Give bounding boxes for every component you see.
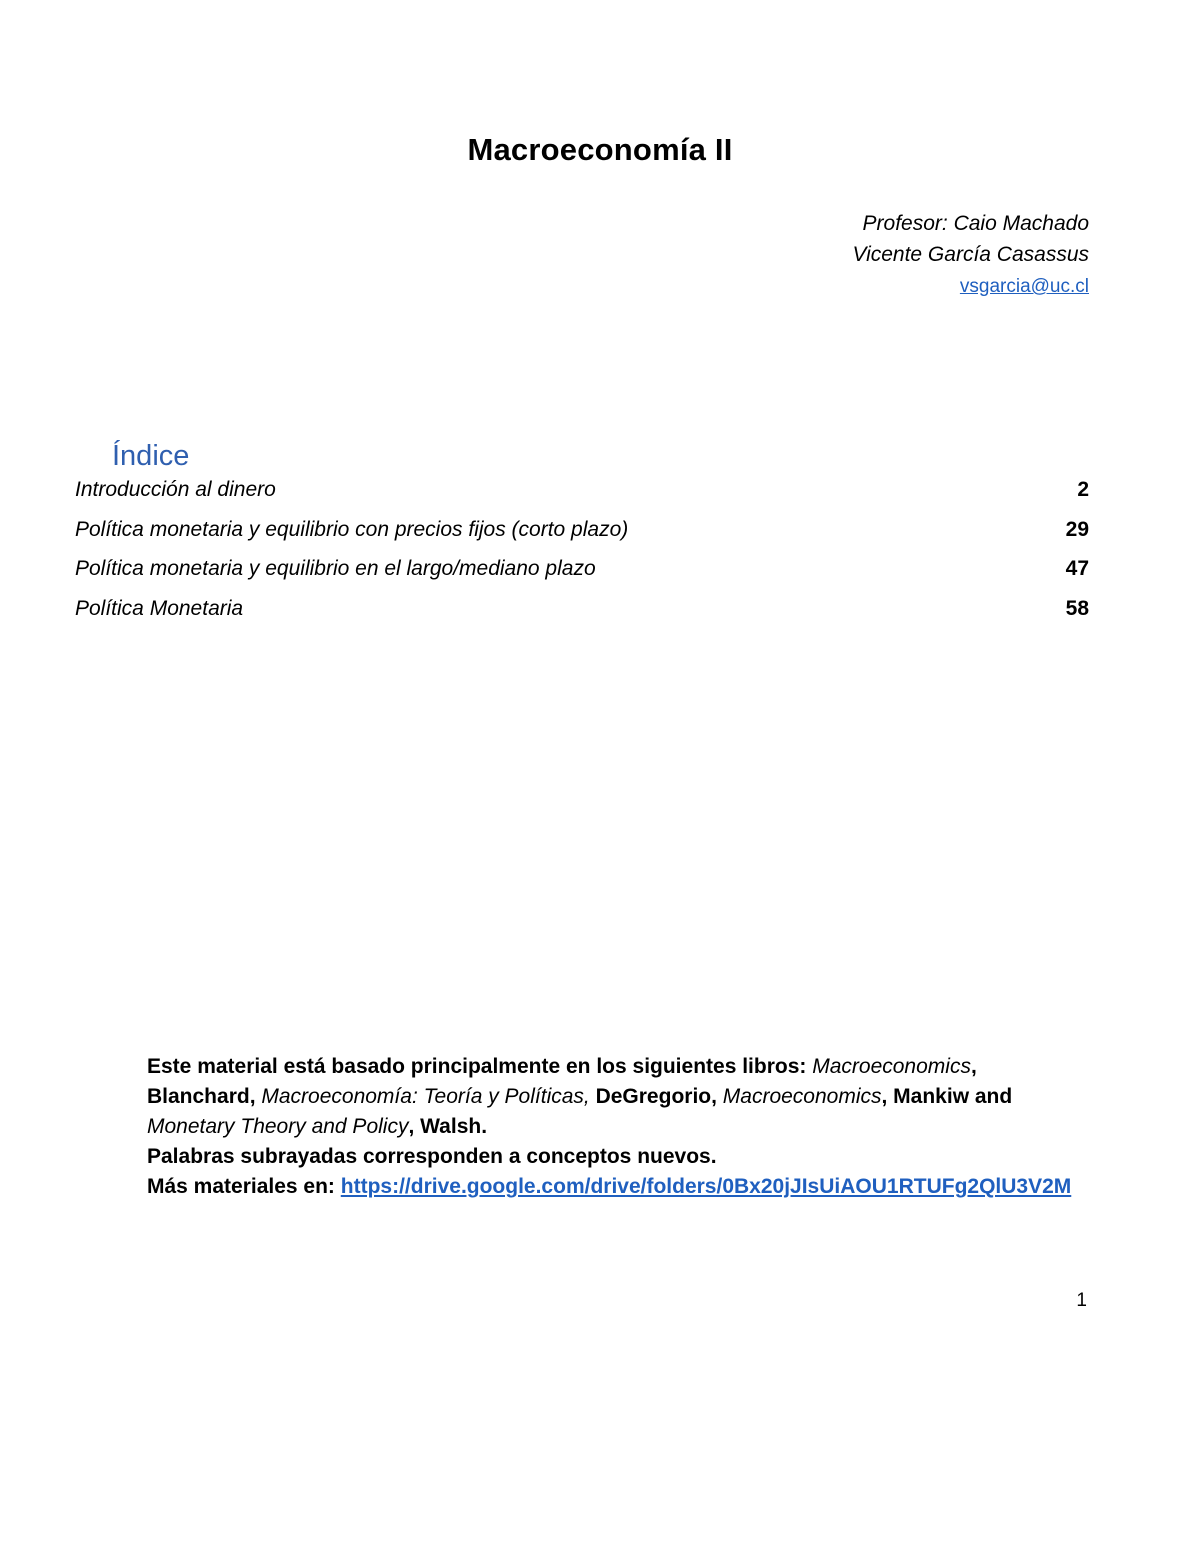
author-email-link[interactable]: vsgarcia@uc.cl — [959, 276, 1089, 297]
drive-link[interactable]: https://drive.google.com/drive/folders/0Bx20jJIsUiAOU1RTUFg2QlU3V2M — [340, 1175, 1072, 1198]
document-title: Macroeconomía II — [467, 132, 733, 167]
toc-entry-label: Política Monetaria — [75, 596, 244, 620]
page-number: 1 — [1076, 1290, 1087, 1311]
toc-entry-page: 47 — [1065, 557, 1089, 580]
toc-entry-label: Introducción al dinero — [75, 478, 276, 501]
toc-entry[interactable] — [75, 518, 1089, 558]
book-title: Monetary Theory and Policy — [147, 1115, 409, 1138]
underline-note: Palabras subrayadas corresponden a conceptos nuevos. — [147, 1145, 717, 1168]
toc-entry-page: 2 — [1077, 478, 1089, 501]
toc-entry-label: Política monetaria y equilibrio en el largo/mediano plazo — [75, 557, 596, 580]
toc-entry-label: Política monetaria y equilibrio con precios fijos (corto plazo) — [75, 517, 629, 541]
toc-entry[interactable] — [75, 557, 1089, 597]
toc-entry-page: 58 — [1065, 596, 1089, 620]
books-paragraph: Este material está basado principalmente en los siguientes libros: Macroeconomics, Blanchard, Macroeconomía: Teoría y Políticas, DeGregorio, Macroeconomics, Mankiw and Monetary Theory and Policy, Walsh. — [147, 1055, 1013, 1138]
table-of-contents — [75, 478, 1089, 636]
author-name: Vicente García Casassus — [852, 243, 1089, 266]
book-title: Macroeconomics — [722, 1085, 882, 1108]
more-materials: Más materiales en: https://drive.google.com/drive/folders/0Bx20jJIsUiAOU1RTUFg2QlU3V2M — [147, 1175, 1072, 1198]
toc-entry-page: 29 — [1065, 517, 1089, 541]
source-note — [147, 1052, 1087, 1202]
author-block — [852, 208, 1089, 302]
toc-heading: Índice — [112, 440, 190, 472]
toc-entry[interactable] — [75, 478, 1089, 518]
professor-name: Profesor: Caio Machado — [862, 212, 1089, 235]
book-title: Macroeconomía: Teoría y Políticas, — [261, 1085, 590, 1108]
book-title: Macroeconomics — [812, 1055, 971, 1078]
toc-entry[interactable] — [75, 597, 1089, 637]
